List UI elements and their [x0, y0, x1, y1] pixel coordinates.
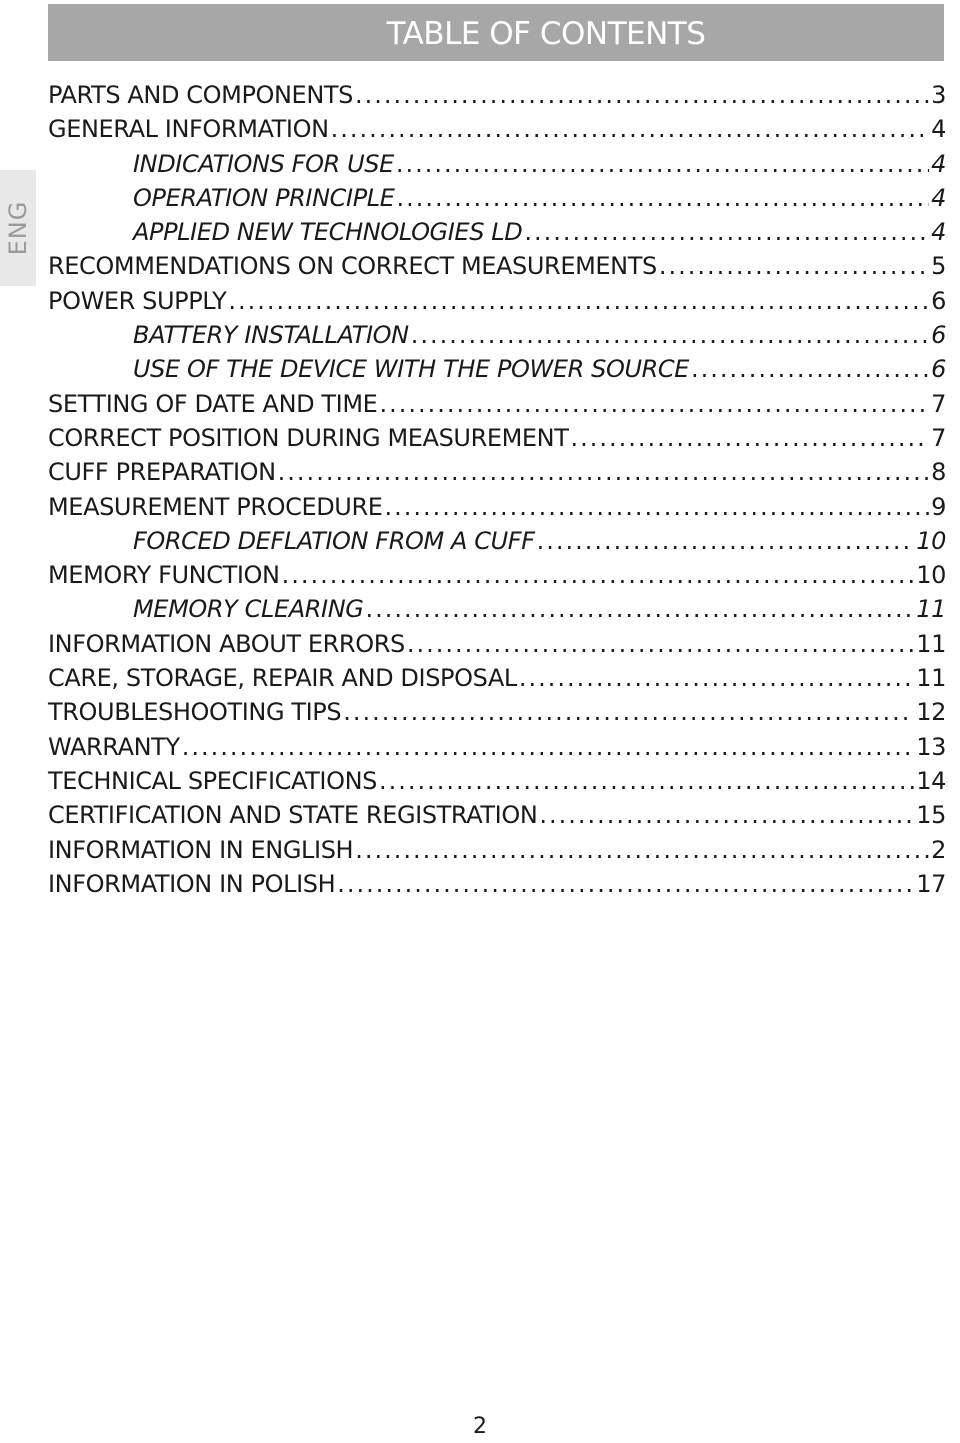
toc-dot-leader	[379, 764, 914, 798]
toc-entry[interactable]	[48, 215, 946, 249]
toc-entry-label: CORRECT POSITION DURING MEASUREMENT	[48, 423, 569, 452]
toc-entry-label: MEMORY CLEARING	[133, 595, 364, 624]
toc-entry-page: 4	[931, 183, 946, 212]
toc-entry-label: INFORMATION ABOUT ERRORS	[48, 629, 405, 658]
toc-dot-leader	[396, 147, 929, 181]
toc-entry-label: MEMORY FUNCTION	[48, 561, 280, 590]
toc-entry-label: PARTS AND COMPONENTS	[48, 81, 353, 109]
toc-dot-leader	[407, 627, 914, 661]
toc-entry-page: 7	[931, 389, 946, 418]
toc-entry-page: 4	[931, 149, 946, 178]
toc-entry-label: TROUBLESHOOTING TIPS	[48, 698, 342, 727]
toc-dot-leader	[278, 455, 929, 489]
toc-dot-leader	[182, 730, 915, 764]
toc-entry-page: 8	[931, 458, 946, 487]
toc-entry-label: INFORMATION IN POLISH	[48, 869, 336, 898]
toc-entry-page: 6	[931, 321, 946, 350]
toc-entry[interactable]	[48, 833, 946, 867]
toc-entry-page: 10	[916, 561, 946, 590]
toc-dot-leader	[355, 833, 929, 867]
toc-dot-leader	[282, 558, 915, 592]
toc-entry-page: 15	[916, 801, 946, 830]
toc-entry[interactable]	[48, 78, 946, 112]
toc-entry-page: 4	[931, 115, 946, 144]
toc-entry-page: 7	[931, 423, 946, 452]
toc-dot-leader	[397, 181, 930, 215]
toc-entry-label: WARRANTY	[48, 732, 180, 761]
toc-entry[interactable]	[48, 352, 946, 386]
toc-entry-label: POWER SUPPLY	[48, 286, 227, 315]
toc-dot-leader	[337, 867, 914, 901]
toc-entry-page: 11	[916, 664, 946, 693]
toc-entry[interactable]	[48, 147, 946, 181]
table-of-contents	[48, 78, 946, 901]
toc-dot-leader	[379, 387, 929, 421]
toc-entry[interactable]	[48, 284, 946, 318]
toc-entry-label: APPLIED NEW TECHNOLOGIES LD	[133, 218, 523, 247]
toc-entry[interactable]	[48, 524, 946, 558]
language-label: ENG	[4, 200, 32, 256]
toc-entry-page: 4	[931, 218, 946, 247]
page-number: 2	[473, 1414, 487, 1439]
header-bar	[48, 4, 944, 61]
toc-entry[interactable]	[48, 627, 946, 661]
toc-entry-page: 11	[916, 629, 946, 658]
toc-dot-leader	[228, 284, 929, 318]
toc-entry[interactable]	[48, 421, 946, 455]
toc-entry[interactable]	[48, 592, 946, 626]
toc-entry-page: 6	[931, 355, 946, 384]
page-title: TABLE OF CONTENTS	[386, 16, 706, 52]
toc-entry-label: INFORMATION IN ENGLISH	[48, 835, 354, 864]
toc-entry-label: SETTING OF DATE AND TIME	[48, 389, 378, 418]
toc-dot-leader	[659, 249, 929, 283]
toc-entry[interactable]	[48, 867, 946, 901]
toc-entry-label: CUFF PREPARATION	[48, 458, 276, 487]
toc-entry-label: INDICATIONS FOR USE	[133, 149, 394, 178]
toc-entry-label: MEASUREMENT PROCEDURE	[48, 492, 383, 521]
toc-entry-label: CERTIFICATION AND STATE REGISTRATION	[48, 801, 538, 830]
toc-dot-leader	[385, 490, 930, 524]
toc-dot-leader	[365, 592, 914, 626]
toc-entry[interactable]	[48, 764, 946, 798]
toc-dot-leader	[691, 352, 929, 386]
toc-entry[interactable]	[48, 387, 946, 421]
toc-entry-label: CARE, STORAGE, REPAIR AND DISPOSAL	[48, 664, 517, 693]
toc-entry-page: 5	[931, 252, 946, 281]
toc-entry-page: 10	[916, 526, 946, 555]
toc-entry[interactable]	[48, 730, 946, 764]
toc-entry-label: OPERATION PRINCIPLE	[133, 183, 395, 212]
toc-dot-leader	[411, 318, 929, 352]
toc-dot-leader	[519, 661, 914, 695]
toc-entry[interactable]	[48, 558, 946, 592]
toc-entry[interactable]	[48, 490, 946, 524]
toc-entry-label: BATTERY INSTALLATION	[133, 321, 409, 350]
toc-dot-leader	[539, 798, 914, 832]
toc-dot-leader	[571, 421, 930, 455]
toc-entry-label: RECOMMENDATIONS ON CORRECT MEASUREMENTS	[48, 252, 657, 281]
toc-dot-leader	[343, 695, 914, 729]
toc-entry[interactable]	[48, 318, 946, 352]
toc-dot-leader	[524, 215, 929, 249]
toc-entry-page: 9	[931, 492, 946, 521]
toc-entry-label: USE OF THE DEVICE WITH THE POWER SOURCE	[133, 355, 690, 384]
language-tab	[0, 170, 36, 286]
toc-entry[interactable]	[48, 181, 946, 215]
toc-entry-page: 17	[916, 869, 946, 898]
toc-entry-page: 2	[931, 835, 946, 864]
toc-entry[interactable]	[48, 798, 946, 832]
toc-entry-label: GENERAL INFORMATION	[48, 115, 329, 144]
toc-entry[interactable]	[48, 112, 946, 146]
toc-entry[interactable]	[48, 661, 946, 695]
toc-entry-page: 12	[916, 698, 946, 727]
toc-dot-leader	[355, 78, 929, 112]
toc-entry-page: 11	[916, 595, 946, 624]
toc-entry-page: 3	[931, 81, 946, 109]
toc-dot-leader	[537, 524, 915, 558]
toc-entry-label: TECHNICAL SPECIFICATIONS	[48, 766, 377, 795]
toc-entry[interactable]	[48, 249, 946, 283]
toc-entry[interactable]	[48, 695, 946, 729]
toc-dot-leader	[331, 112, 929, 146]
toc-entry-page: 6	[931, 286, 946, 315]
toc-entry-label: FORCED DEFLATION FROM A CUFF	[133, 526, 535, 555]
toc-entry-page: 14	[916, 766, 946, 795]
toc-entry[interactable]	[48, 455, 946, 489]
toc-entry-page: 13	[916, 732, 946, 761]
